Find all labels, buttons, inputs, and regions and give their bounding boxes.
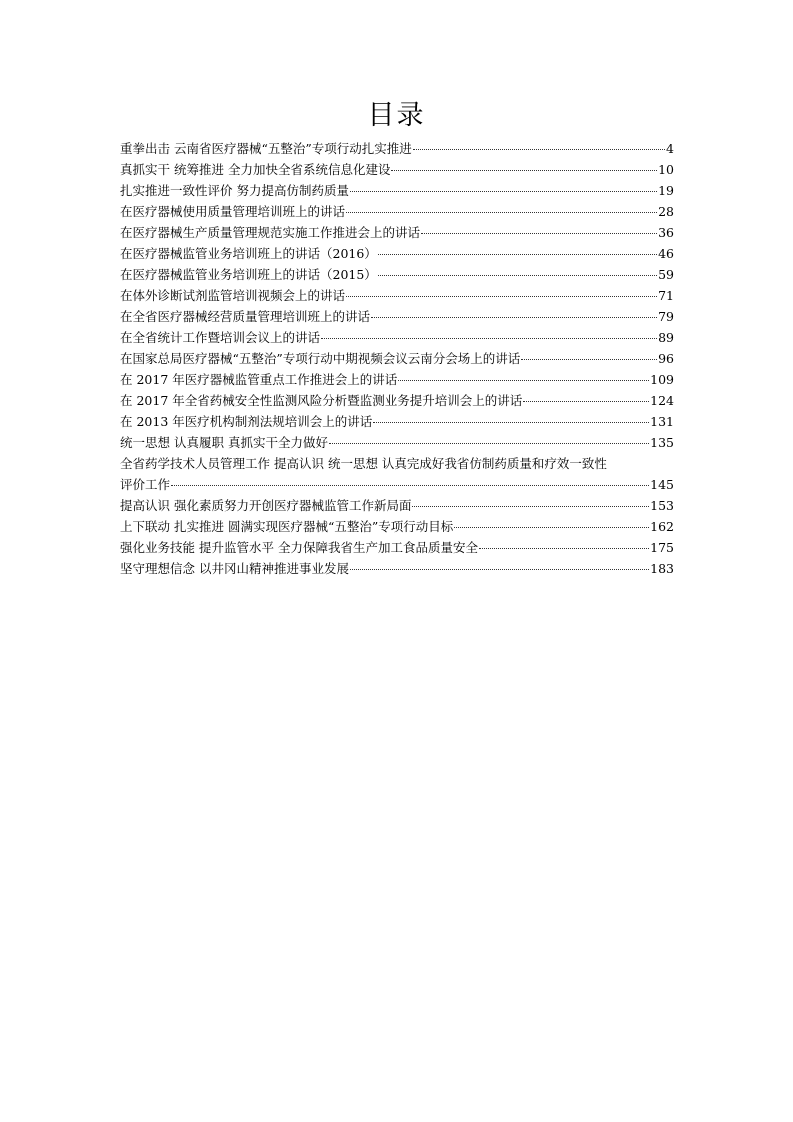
toc-entry-page: 124 [650, 393, 674, 408]
toc-entry-title: 扎实推进一致性评价 努力提高仿制药质量 [120, 183, 349, 198]
toc-entry-page: 46 [658, 246, 674, 261]
toc-entry[interactable] [120, 138, 674, 159]
toc-leader [373, 422, 649, 423]
toc-entry-page: 10 [658, 162, 674, 177]
toc-entry-title: 坚守理想信念 以井冈山精神推进事业发展 [120, 561, 349, 576]
toc-entry[interactable] [120, 159, 674, 180]
toc-entry[interactable] [120, 285, 674, 306]
toc-entry-page: 19 [658, 183, 674, 198]
toc-leader [398, 380, 649, 381]
toc-entry-page: 153 [650, 498, 674, 513]
toc-entry-title: 在全省医疗器械经营质量管理培训班上的讲话 [120, 309, 371, 324]
toc-leader [421, 233, 657, 234]
toc-entry-title: 统一思想 认真履职 真抓实干全力做好 [120, 435, 328, 450]
toc-entry[interactable] [120, 264, 674, 285]
toc-entry-title: 在全省统计工作暨培训会议上的讲话 [120, 330, 321, 345]
toc-entry[interactable] [120, 180, 674, 201]
toc-entry-title: 评价工作 [120, 477, 171, 492]
toc-leader [413, 149, 665, 150]
toc-title: 目录 [367, 100, 426, 131]
toc-entry-title: 上下联动 扎实推进 圆满实现医疗器械“五整治”专项行动目标 [120, 519, 454, 534]
toc-entry-title: 在医疗器械监管业务培训班上的讲话（2016） [120, 246, 377, 261]
toc-entry[interactable] [120, 348, 674, 369]
toc-entry-page: 96 [658, 351, 674, 366]
toc-entry-page: 145 [650, 477, 674, 492]
toc-entry-title: 在 2017 年全省药械安全性监测风险分析暨监测业务提升培训会上的讲话 [120, 393, 523, 408]
toc-entry-title: 在医疗器械使用质量管理培训班上的讲话 [120, 204, 346, 219]
toc-entry-title: 重拳出击 云南省医疗器械“五整治”专项行动扎实推进 [120, 141, 412, 156]
toc-entry-page: 162 [650, 519, 674, 534]
toc-entry[interactable] [120, 243, 674, 264]
toc-entry-page: 36 [658, 225, 674, 240]
toc-leader [412, 506, 649, 507]
toc-entry[interactable] [120, 537, 674, 558]
toc-entry-page: 59 [658, 267, 674, 282]
toc-leader [454, 527, 649, 528]
toc-entry-page: 175 [650, 540, 674, 555]
toc-entry-title-line1: 全省药学技术人员管理工作 提高认识 统一思想 认真完成好我省仿制药质量和疗效一致性 [120, 456, 607, 471]
toc-leader [371, 317, 657, 318]
toc-entry-title: 在 2013 年医疗机构制剂法规培训会上的讲话 [120, 414, 373, 429]
toc-entry-page: 183 [650, 561, 674, 576]
toc-entry[interactable] [120, 558, 674, 579]
toc-entry-page: 4 [666, 141, 674, 156]
toc-entry-title: 在 2017 年医疗器械监管重点工作推进会上的讲话 [120, 372, 398, 387]
toc-entry[interactable] [120, 306, 674, 327]
toc-leader [346, 212, 657, 213]
toc-leader [479, 548, 649, 549]
toc-list [120, 138, 674, 579]
toc-entry-title: 在医疗器械生产质量管理规范实施工作推进会上的讲话 [120, 225, 421, 240]
toc-entry[interactable] [120, 327, 674, 348]
toc-leader [329, 443, 649, 444]
toc-leader [378, 254, 657, 255]
toc-entry[interactable] [120, 222, 674, 243]
toc-leader [350, 191, 657, 192]
toc-entry[interactable] [120, 201, 674, 222]
toc-entry[interactable] [120, 516, 674, 537]
toc-entry[interactable] [120, 369, 674, 390]
toc-entry-title: 在国家总局医疗器械“五整治”专项行动中期视频会议云南分会场上的讲话 [120, 351, 521, 366]
toc-leader [321, 338, 657, 339]
toc-entry[interactable] [120, 495, 674, 516]
toc-entry-title: 真抓实干 统筹推进 全力加快全省系统信息化建设 [120, 162, 391, 177]
toc-entry[interactable] [120, 390, 674, 411]
toc-entry[interactable] [120, 411, 674, 432]
toc-entry-page: 79 [658, 309, 674, 324]
toc-leader [521, 359, 657, 360]
toc-entry-first-line[interactable] [120, 453, 674, 474]
toc-leader [523, 401, 649, 402]
toc-entry[interactable] [120, 474, 674, 495]
toc-entry-page: 131 [650, 414, 674, 429]
toc-entry-page: 28 [658, 204, 674, 219]
toc-leader [346, 296, 657, 297]
toc-entry[interactable] [120, 432, 674, 453]
toc-leader [171, 485, 649, 486]
toc-entry-page: 109 [650, 372, 674, 387]
toc-entry-page: 135 [650, 435, 674, 450]
toc-entry-title: 在体外诊断试剂监管培训视频会上的讲话 [120, 288, 346, 303]
toc-leader [350, 569, 649, 570]
toc-entry-page: 89 [658, 330, 674, 345]
toc-entry-page: 71 [658, 288, 674, 303]
toc-leader [378, 275, 657, 276]
toc-leader [391, 170, 657, 171]
toc-entry-title: 在医疗器械监管业务培训班上的讲话（2015） [120, 267, 377, 282]
toc-entry-title: 强化业务技能 提升监管水平 全力保障我省生产加工食品质量安全 [120, 540, 478, 555]
toc-entry-title: 提高认识 强化素质努力开创医疗器械监管工作新局面 [120, 498, 412, 513]
